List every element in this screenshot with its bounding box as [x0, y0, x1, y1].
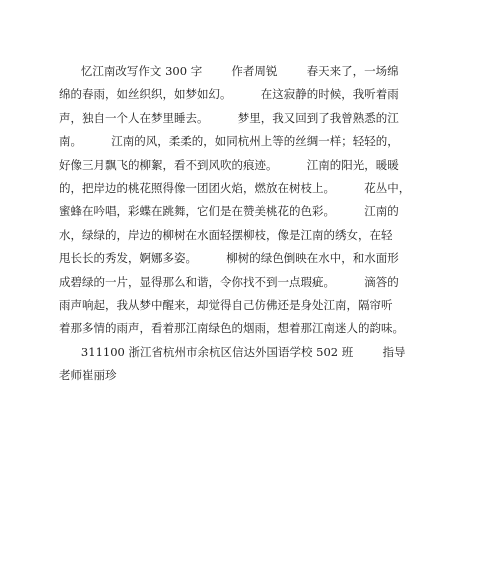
essay-body [59, 60, 439, 387]
essay-line: 着那多情的雨声，看着那江南绿色的烟雨，想着那江南迷人的韵味。 [59, 321, 404, 336]
essay-line: 甩长长的秀发，婀娜多姿。 柳树的绿色倒映在水中，和水面形 [59, 251, 399, 266]
essay-line: 老师崔丽珍 [59, 368, 117, 383]
essay-line: 雨声响起，我从梦中醒来，却觉得自己仿佛还是身处江南，隔帘听 [59, 297, 393, 312]
essay-line: 好像三月飘飞的柳絮，看不到风吹的痕迹。 江南的阳光，暖暖 [59, 157, 399, 172]
essay-line: 绵的春雨，如丝织织，如梦如幻。 在这寂静的时候，我听着雨 [59, 87, 399, 102]
essay-line: 311100 浙江省杭州市余杭区信达外国语学校 502 班 指导 [59, 344, 406, 359]
essay-line: 南。 江南的风，柔柔的，如同杭州上等的丝绸一样；轻轻的， [59, 134, 399, 149]
essay-line: 成碧绿的一片，显得那么和谐，令你找不到一点瑕疵。 滴答的 [59, 274, 399, 289]
essay-line: 蜜蜂在吟唱，彩蝶在跳舞，它们是在赞美桃花的色彩。 江南的 [59, 204, 399, 219]
essay-line: 声，独自一个人在梦里睡去。 梦里，我又回到了我曾熟悉的江 [59, 110, 399, 125]
essay-line: 的，把岸边的桃花照得像一团团火焰，燃放在树枝上。 花丛中， [59, 180, 411, 195]
essay-line: 忆江南改写作文 300 字 作者周锐 春天来了，一场绵 [59, 64, 399, 78]
essay-line: 水，绿绿的，岸边的柳树在水面轻摆柳枝，像是江南的绣女，在轻 [59, 227, 393, 242]
